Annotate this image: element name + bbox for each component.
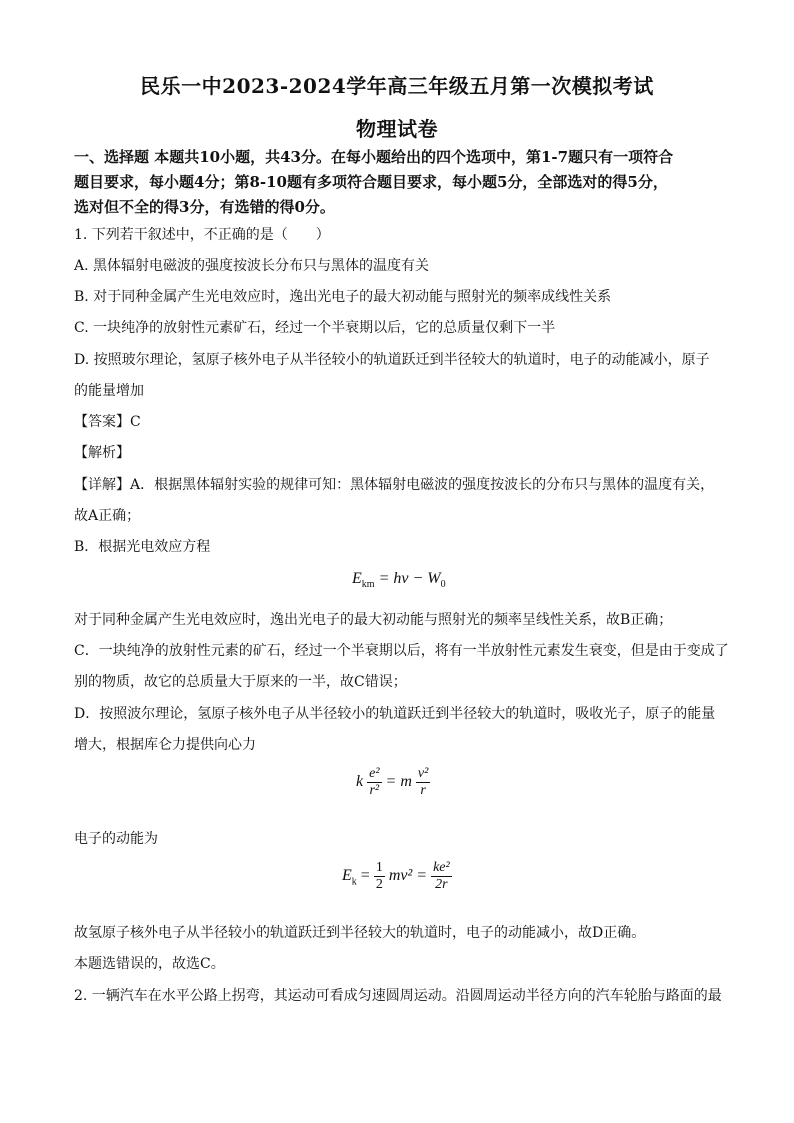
formula-2-fraction-2	[416, 766, 430, 799]
detail-a-line-1: 【详解】A．根据黑体辐射实验的规律可知：黑体辐射电磁波的强度按波长的分布只与黑体的温度有关，	[74, 477, 715, 493]
detail-b-line-1: B．根据光电效应方程	[74, 539, 211, 555]
formula-1-rhs-sub: 0	[440, 579, 446, 591]
formula-1-lhs-sub: km	[361, 579, 375, 591]
formula-2-fraction-1	[367, 766, 381, 799]
exam-title: 民乐一中2023-2024学年高三年级五月第一次模拟考试	[140, 74, 654, 98]
formula-1-rhs: = hν − W	[378, 570, 441, 587]
question-1-option-b: B. 对于同种金属产生光电效应时，逸出光电子的最大初动能与照射光的频率成线性关系	[74, 289, 612, 305]
question-1-option-c: C. 一块纯净的放射性元素矿石，经过一个半衰期以后，它的总质量仅剩下一半	[74, 320, 556, 336]
formula-2-k: k	[356, 773, 364, 791]
subject-title: 物理试卷	[356, 117, 438, 141]
kinetic-energy-equation	[342, 860, 452, 893]
question-1-stem: 1. 下列若干叙述中，不正确的是（ ）	[74, 227, 330, 243]
formula-3-num-2: ke²	[433, 860, 450, 875]
section-instructions-line-2: 题目要求，每小题4分；第8-10题有多项符合题目要求，每小题5分，全部选对的得5分，	[74, 173, 668, 191]
photoelectric-equation	[352, 570, 446, 590]
section-instructions-line-3: 选对但不全的得3分，有选错的得0分。	[74, 198, 335, 216]
formula-2-den-1: r²	[369, 783, 380, 798]
formula-3-eq: =	[360, 867, 370, 885]
question-1-option-d-line-2: 的能量增加	[74, 383, 144, 399]
formula-3-mid: mv² =	[388, 867, 428, 885]
formula-3-fraction-1	[374, 860, 385, 893]
question-1-option-a: A. 黑体辐射电磁波的强度按波长分布只与黑体的温度有关	[74, 258, 430, 274]
analysis-label: 【解析】	[74, 445, 130, 461]
formula-2-eq: = m	[385, 773, 412, 791]
formula-2-den-2: r	[420, 783, 426, 798]
answer-label: 【答案】C	[74, 414, 141, 430]
detail-d-line-4: 故氢原子核外电子从半径较小的轨道跃迁到半径较大的轨道时，电子的动能减小，故D正确。	[74, 925, 646, 941]
formula-3-lhs-sub: k	[351, 876, 357, 888]
detail-b-line-2: 对于同种金属产生光电效应时，逸出光电子的最大初动能与照射光的频率呈线性关系，故B正确；	[74, 612, 673, 628]
detail-c-line-2: 别的物质，故它的总质量大于原来的一半，故C错误；	[74, 674, 407, 690]
formula-3-den-2: 2r	[435, 877, 448, 892]
detail-d-line-2: 增大，根据库仑力提供向心力	[74, 737, 256, 753]
conclusion-line: 本题选错误的，故选C。	[74, 956, 225, 972]
formula-3-lhs: E	[342, 867, 352, 885]
detail-d-line-3: 电子的动能为	[74, 831, 158, 847]
section-instructions-line-1: 一、选择题 本题共10小题，共43分。在每小题给出的四个选项中，第1-7题只有一项符合	[74, 148, 674, 166]
formula-2-num-2: v²	[417, 766, 429, 781]
detail-a-line-2: 故A正确；	[74, 508, 141, 524]
question-1-option-d-line-1: D. 按照玻尔理论，氢原子核外电子从半径较小的轨道跃迁到半径较大的轨道时，电子的动能减小，原子	[74, 352, 710, 368]
formula-2-num-1: e²	[369, 766, 380, 781]
formula-3-num-1: 1	[375, 860, 383, 875]
formula-1-lhs: E	[352, 570, 362, 587]
detail-c-line-1: C．一块纯净的放射性元素的矿石，经过一个半衰期以后，将有一半放射性元素发生衰变，但是由于变成了	[74, 643, 729, 659]
formula-3-fraction-2	[431, 860, 452, 893]
question-2-stem: 2. 一辆汽车在水平公路上拐弯，其运动可看成匀速圆周运动。沿圆周运动半径方向的汽车轮胎与路面的最	[74, 988, 722, 1004]
coulomb-centripetal-equation	[356, 766, 430, 799]
formula-3-den-1: 2	[375, 877, 383, 892]
detail-d-line-1: D．按照波尔理论，氢原子核外电子从半径较小的轨道跃迁到半径较大的轨道时，吸收光子，原子的能量	[74, 706, 716, 722]
